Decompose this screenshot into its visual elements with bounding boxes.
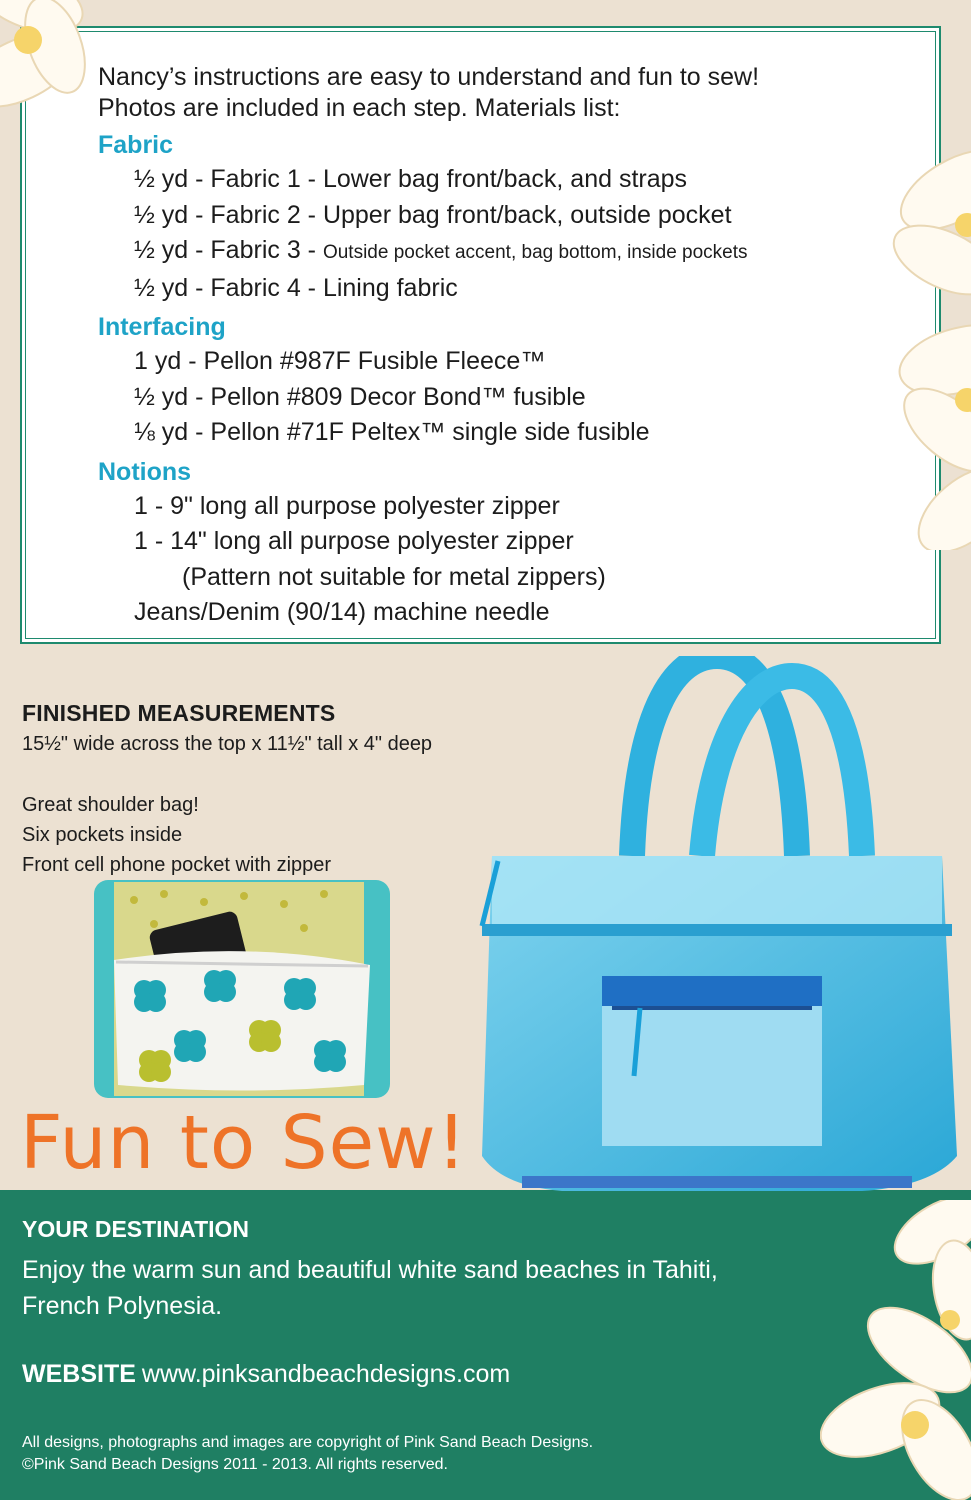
fabric-heading: Fabric (98, 131, 174, 159)
notions-item: 1 - 9" long all purpose polyester zipper (134, 491, 560, 520)
feature-list (22, 790, 331, 880)
plumeria-flower-icon (0, 0, 110, 150)
feature-item: Great shoulder bag! (22, 794, 199, 816)
website-line (22, 1360, 510, 1389)
intro-line: Photos are included in each step. Materials list: (98, 94, 621, 122)
copyright-line: ©Pink Sand Beach Designs 2011 - 2013. All rights reserved. (22, 1456, 448, 1473)
interfacing-heading: Interfacing (98, 313, 226, 341)
intro-line: Nancy’s instructions are easy to understand and fun to sew! (98, 63, 760, 91)
fabric-item: ½ yd - Fabric 1 - Lower bag front/back, and straps (134, 165, 688, 193)
materials-card (20, 26, 941, 644)
notions-item: 1 - 14" long all purpose polyester zipper (134, 527, 574, 555)
fabric-item-note: Outside pocket accent, bag bottom, inside pockets (322, 242, 748, 263)
destination-text: Enjoy the warm sun and beautiful white sand beaches in Tahiti, French Polynesia. (22, 1256, 718, 1320)
feature-item: Front cell phone pocket with zipper (22, 854, 332, 876)
plumeria-flower-icon (820, 1200, 971, 1500)
fabric-item (98, 233, 929, 271)
fabric-item: ½ yd - Fabric 4 - Lining fabric (134, 273, 458, 302)
interfacing-item: 1 yd - Pellon #987F Fusible Fleece™ (134, 347, 546, 375)
copyright-notice (22, 1432, 593, 1476)
website-label: WEBSITE (22, 1360, 136, 1388)
fabric-item: ½ yd - Fabric 2 - Upper bag front/back, outside pocket (134, 200, 732, 229)
fun-to-sew-title: Fun to Sew! (20, 1100, 468, 1186)
interfacing-item: ⅛ yd - Pellon #71F Peltex™ single side fusible (134, 418, 650, 446)
interfacing-item: ½ yd - Pellon #809 Decor Bond™ fusible (134, 382, 586, 411)
plumeria-flower-icon (885, 120, 971, 550)
feature-item: Six pockets inside (22, 824, 183, 846)
copyright-line: All designs, photographs and images are copyright of Pink Sand Beach Designs. (22, 1434, 594, 1451)
destination-heading: YOUR DESTINATION (22, 1216, 250, 1242)
measurements-heading: FINISHED MEASUREMENTS (22, 700, 336, 726)
tote-bag-photo (462, 656, 971, 1216)
fabric-item-text: ½ yd - Fabric 3 - (134, 236, 323, 264)
notions-item: Jeans/Denim (90/14) machine needle (134, 598, 550, 626)
measurements-text: 15½" wide across the top x 11½" tall x 4" deep (22, 733, 433, 755)
notions-item: (Pattern not suitable for metal zippers) (182, 562, 606, 591)
phone-pocket-photo (94, 880, 390, 1098)
website-link[interactable]: www.pinksandbeachdesigns.com (141, 1360, 511, 1388)
materials-list (98, 62, 929, 631)
notions-heading: Notions (98, 457, 192, 486)
